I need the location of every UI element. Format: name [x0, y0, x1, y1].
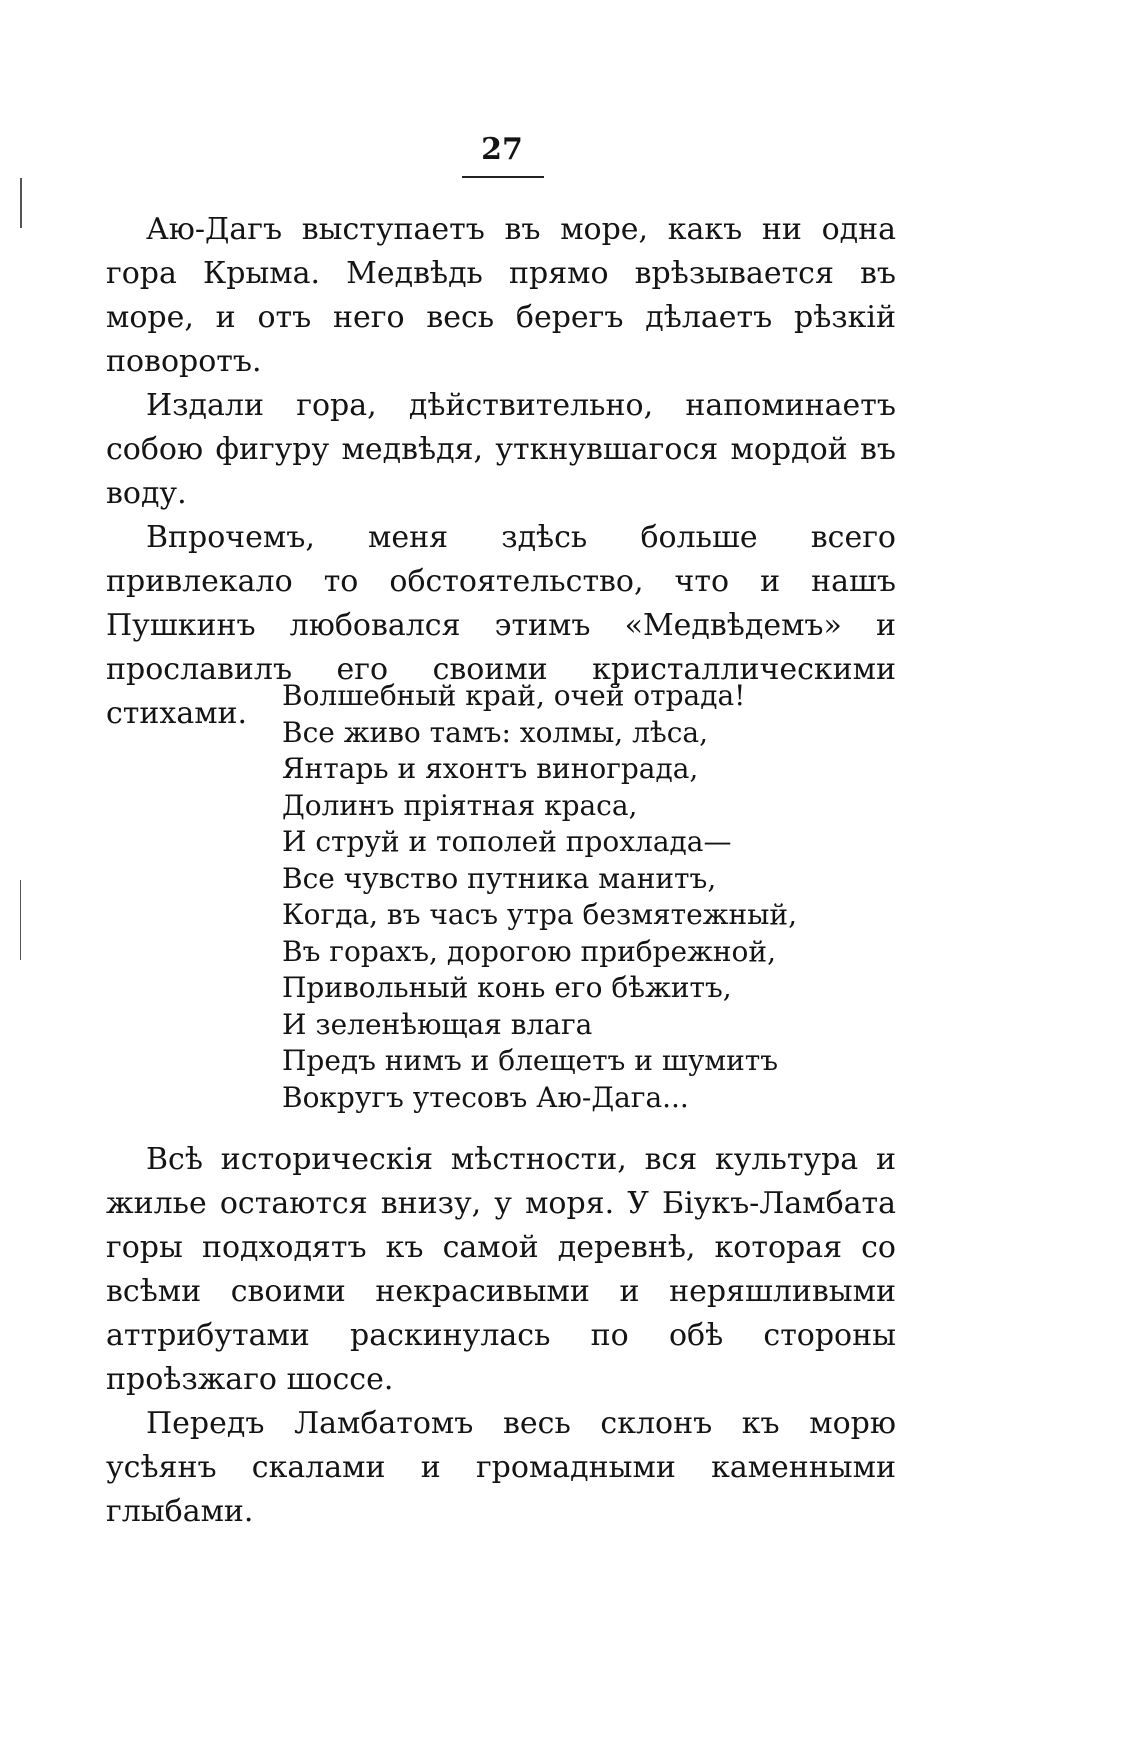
paragraph: Впрочемъ, меня здѣсь больше всего привлекало то обстоятельство, что и нашъ Пушкинъ любовался этимъ «Медвѣдемъ» и прославилъ его своими кристаллическими стихами. [106, 520, 896, 731]
poem-line: Въ горахъ, дорогою прибрежной, [282, 934, 776, 968]
paragraph: Издали гора, дѣйствительно, напоминаетъ собою фигуру медвѣдя, уткнувшагося мордой въ воду. [106, 388, 896, 511]
left-margin-mark [20, 880, 21, 960]
poem-line: Когда, въ часъ утра безмятежный, [282, 898, 797, 931]
prose-bottom [106, 1138, 896, 1534]
poem [282, 678, 842, 1116]
poem-line: Предъ нимъ и блещетъ и шумитъ [282, 1044, 779, 1077]
poem-line: Все живо тамъ: холмы, лѣса, [282, 715, 709, 749]
poem-line: Волшебный край, очей отрада! [282, 679, 746, 712]
poem-line: Все чувство путника манитъ, [282, 861, 717, 895]
paragraph: Всѣ историческія мѣстности, вся культура и жилье остаются внизу, у моря. У Біукъ-Ламбата горы подходятъ къ самой деревнѣ, которая со всѣми своими некрасивыми и неряшливыми аттрибутами раскинулась по обѣ стороны проѣзжаго шоссе. [106, 1142, 896, 1397]
page-number: 27 [481, 132, 523, 167]
left-margin-mark [20, 178, 22, 228]
poem-line: И струй и тополей прохлада— [282, 825, 732, 858]
paragraph: Передъ Ламбатомъ весь склонъ къ морю усѣянъ скалами и громадными каменными глыбами. [106, 1406, 896, 1529]
paragraph: Аю-Дагъ выступаетъ въ море, какъ ни одна гора Крыма. Медвѣдь прямо врѣзывается въ море, и отъ него весь берегъ дѣлаетъ рѣзкій поворотъ. [106, 212, 896, 379]
poem-line: Долинъ пріятная краса, [282, 788, 638, 822]
page-number-rule [462, 176, 544, 178]
poem-line: Привольный конь его бѣжитъ, [282, 971, 732, 1004]
poem-line: И зеленѣющая влага [282, 1007, 593, 1041]
poem-line: Вокругъ утесовъ Аю-Дага... [282, 1080, 689, 1114]
prose-top [106, 208, 896, 736]
poem-line: Янтарь и яхонтъ винограда, [282, 752, 699, 785]
